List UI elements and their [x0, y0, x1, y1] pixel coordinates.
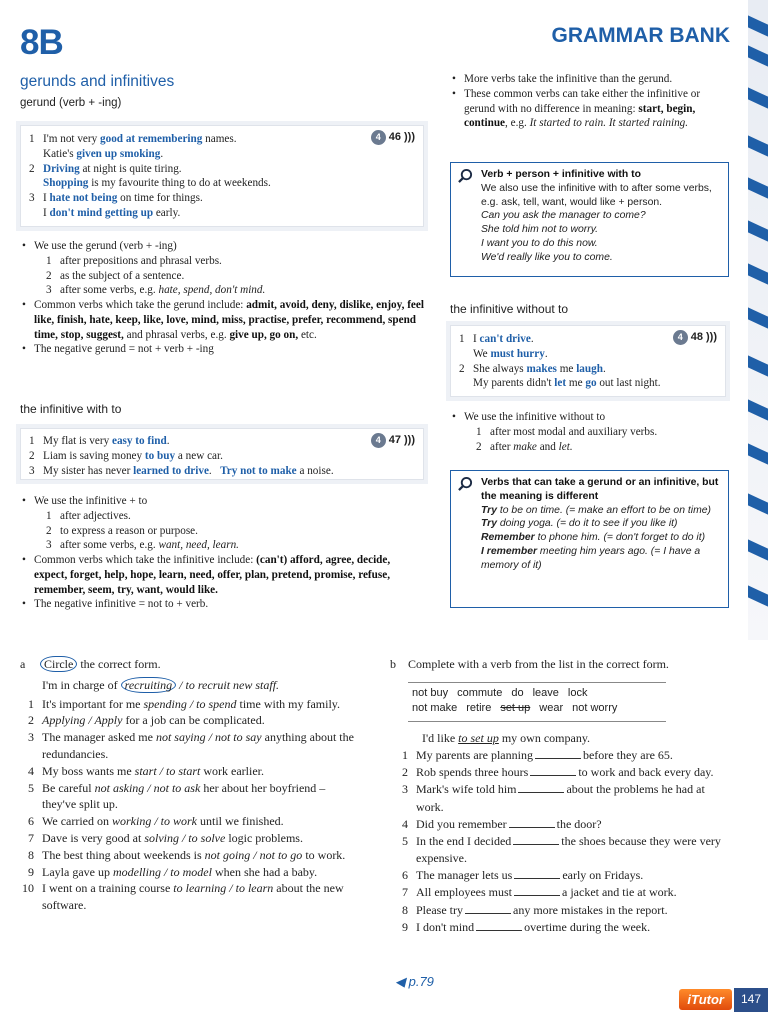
- list-item: 3 I hate not being on time for things.: [29, 192, 203, 205]
- gerund-examples-box: [20, 125, 424, 227]
- rule-item: • We use the gerund (verb + -ing) 1 after prepositions and phrasal verbs. 2 as the subject of a sentence. 3 after some verbs, e.g. hate, spend, don't mind.: [20, 239, 425, 298]
- list-item[interactable]: 3 The manager asked me not saying / not to say anything about the redundancies.: [28, 730, 354, 761]
- unit-number: 8B: [20, 23, 63, 62]
- section-gerund: [20, 72, 430, 112]
- list-item: 3 My sister has never learned to drive. Try not to make a noise.: [29, 464, 334, 477]
- exercise-b: [390, 656, 732, 673]
- exercises-section: [0, 642, 768, 1024]
- section-title: gerunds and infinitives: [20, 73, 175, 90]
- infinitive-rules: [20, 494, 425, 612]
- answer-gap[interactable]: [518, 783, 564, 793]
- audio-track[interactable]: 4 47 ))): [371, 433, 415, 448]
- audio-disc-icon: 4: [371, 130, 386, 145]
- used-word: set up: [500, 701, 531, 714]
- list-item[interactable]: 7 All employees must a jacket and tie at work.: [402, 885, 677, 900]
- rule-item: • Common verbs which take the infinitive include: (can't) afford, agree, decide, expect, forget, help, hope, learn, need, offer, plan, pretend, promise, refuse, remember, seem, try, want, would like.: [20, 553, 425, 597]
- rule-item: • Common verbs which take the gerund include: admit, avoid, deny, dislike, enjoy, feel like, finish, hate, keep, like, love, mind, miss, practise, prefer, recommend, spend time, stop, suggest, and phrasal verbs, e.g. give up, go on, etc.: [20, 298, 425, 342]
- page-edge-decoration: [748, 0, 768, 640]
- section-title-infinitive-to: the infinitive with to: [20, 402, 122, 416]
- list-item[interactable]: 2 Applying / Apply for a job can be complicated.: [28, 713, 265, 728]
- list-item: 2 She always makes me laugh.: [459, 362, 606, 375]
- list-item: 2 Liam is saving money to buy a new car.: [29, 449, 223, 462]
- sound-icon: ))): [706, 331, 717, 344]
- list-item[interactable]: 9 Layla gave up modelling / to model when she had a baby.: [28, 864, 318, 879]
- list-item: 1 I can't drive.: [459, 333, 534, 345]
- itutor-logo: iTutor: [679, 989, 732, 1010]
- list-item[interactable]: 1 It's important for me spending / to spend time with my family.: [28, 696, 341, 711]
- gerund-rules: [20, 239, 425, 357]
- rule-item: • We use the infinitive + to 1 after adjectives. 2 to express a reason or purpose. 3 after some verbs, e.g. want, need, learn.: [20, 494, 425, 553]
- list-item[interactable]: 6 We carried on working / to work until we finished.: [28, 814, 284, 829]
- exercise-instruction: Complete with a verb from the list in the correct form.: [408, 657, 669, 671]
- word-list: not buy commute do leave lock not make retire set up wear not worry: [408, 682, 666, 722]
- list-item: 1 My flat is very easy to find.: [29, 435, 170, 447]
- exercise-label: b: [390, 657, 396, 671]
- answer-gap[interactable]: [509, 818, 555, 828]
- exercise-b-items: [390, 730, 732, 936]
- list-item: I don't mind getting up early.: [43, 206, 181, 219]
- list-item[interactable]: 9 I don't mind overtime during the week.: [402, 919, 651, 934]
- infinitive-without-to-box: [450, 325, 726, 397]
- list-item[interactable]: 5 In the end I decided the shoes because they were very expensive.: [402, 833, 721, 866]
- list-item[interactable]: 2 Rob spends three hours to work and back every day.: [402, 765, 714, 780]
- list-item[interactable]: 1 My parents are planning before they are 65.: [402, 748, 673, 763]
- exercise-a: a Circle the correct form. I'm in charge of recruiting / to recruit new staff. 1 It's important for me spending / to spend time with my family. 2 Applying / Apply for a job can be complicated. 3 The manager asked me not saying / not to say anything about the redundancies. 4 My boss wants me start / to start work earlier. 5 Be careful not asking / not to ask her about her boyfriend – they've split up. 6 We carried on working / to work until we finished. 7 Dave is very good at solving / to solve logic problems. 8 The best thing about weekends is not going / not to go to work. 9 Layla gave up modelling / to model when she had a baby. 10 I went on a training course to learning / to learn about the new software.: [20, 656, 360, 914]
- sound-icon: ))): [404, 434, 415, 447]
- sound-icon: ))): [404, 131, 415, 144]
- list-item: Shopping is my favourite thing to do at weekends.: [43, 177, 271, 190]
- list-item[interactable]: 8 Please try any more mistakes in the report.: [402, 902, 668, 917]
- tip-title: Verb + person + infinitive with to: [481, 169, 641, 180]
- tip-box-verb-person: Verb + person + infinitive with to We also use the infinitive with to after some verbs, e.g. ask, tell, want, would like + person. Can you ask the manager to come? She told him not to worry. I want you to do this now. We'd really like you to come.: [450, 162, 729, 277]
- list-item[interactable]: 6 The manager lets us early on Fridays.: [402, 868, 644, 883]
- tip-title: Verbs that can take a gerund or an infinitive, but the meaning is different: [481, 477, 719, 502]
- list-item: My parents didn't let me go out last night.: [473, 377, 661, 390]
- page-reference-link[interactable]: ◀ p.79: [395, 973, 434, 989]
- list-item: 1 I'm not very good at remembering names.: [29, 133, 237, 145]
- rule-item: • We use the infinitive without to 1 after most modal and auxiliary verbs. 2 after make and let.: [450, 410, 730, 454]
- extra-rules: [450, 72, 730, 131]
- example-line: I'm in charge of recruiting / to recruit new staff.: [42, 677, 280, 692]
- list-item[interactable]: 4 Did you remember the door?: [402, 816, 602, 831]
- list-item[interactable]: 10 I went on a training course to learning / to learn about the new software.: [22, 881, 344, 913]
- list-item[interactable]: 5 Be careful not asking / not to ask her about her boyfriend – they've split up.: [28, 780, 326, 812]
- grammar-bank-title: GRAMMAR BANK: [551, 24, 730, 47]
- list-item[interactable]: 8 The best thing about weekends is not going / not to go to work.: [28, 847, 346, 862]
- audio-track[interactable]: 4 46 ))): [371, 130, 415, 145]
- infinitive-examples-box: [20, 428, 424, 480]
- page-number: 147: [734, 988, 768, 1012]
- answer-gap[interactable]: [535, 749, 581, 759]
- answer-gap[interactable]: [530, 766, 576, 776]
- answer-gap[interactable]: [513, 835, 559, 845]
- audio-disc-icon: 4: [371, 433, 386, 448]
- rule-item: • These common verbs can take either the infinitive or gerund with no difference in meaning: start, begin, continue, e.g. It started to rain. It started raining.: [450, 87, 730, 131]
- circle-instruction: Circle: [40, 656, 77, 672]
- answer-gap[interactable]: [514, 886, 560, 896]
- tip-box-different-meaning: Verbs that can take a gerund or an infinitive, but the meaning is different Try to be on time. (= make an effort to be on time) Try doing yoga. (= do it to see if you like it) Remember to phone him. (= don't forget to do it) I remember meeting him years ago. (= I have a memory of it): [450, 470, 729, 608]
- answer-gap[interactable]: [514, 869, 560, 879]
- circled-answer: recruiting: [121, 677, 177, 693]
- section-title-infinitive-without-to: the infinitive without to: [450, 302, 569, 316]
- rule-item: • More verbs take the infinitive than the gerund.: [450, 72, 730, 87]
- gerund-examples: [29, 132, 415, 221]
- list-item[interactable]: 4 My boss wants me start / to start work earlier.: [28, 763, 264, 778]
- list-item: Katie's given up smoking.: [43, 147, 164, 160]
- answer-gap[interactable]: [465, 904, 511, 914]
- answer-gap[interactable]: [476, 921, 522, 931]
- list-item[interactable]: 3 Mark's wife told him about the problems he had at work.: [402, 782, 705, 814]
- audio-disc-icon: 4: [673, 330, 688, 345]
- list-item: We must hurry.: [473, 347, 548, 360]
- section-subtitle: gerund (verb + -ing): [20, 97, 122, 110]
- audio-track[interactable]: 4 48 ))): [673, 330, 717, 345]
- list-item: 2 Driving at night is quite tiring.: [29, 162, 182, 175]
- list-item[interactable]: 7 Dave is very good at solving / to solve logic problems.: [28, 830, 303, 845]
- exercise-label: a: [20, 657, 26, 671]
- without-to-rules: [450, 410, 730, 454]
- rule-item: • The negative gerund = not + verb + -ing: [20, 342, 425, 357]
- arrow-left-icon: ◀: [395, 973, 409, 989]
- magnifier-icon: [458, 476, 473, 491]
- example-line: I'd like to set up my own company.: [422, 731, 591, 745]
- magnifier-icon: [458, 168, 473, 183]
- rule-item: • The negative infinitive = not to + verb.: [20, 597, 425, 612]
